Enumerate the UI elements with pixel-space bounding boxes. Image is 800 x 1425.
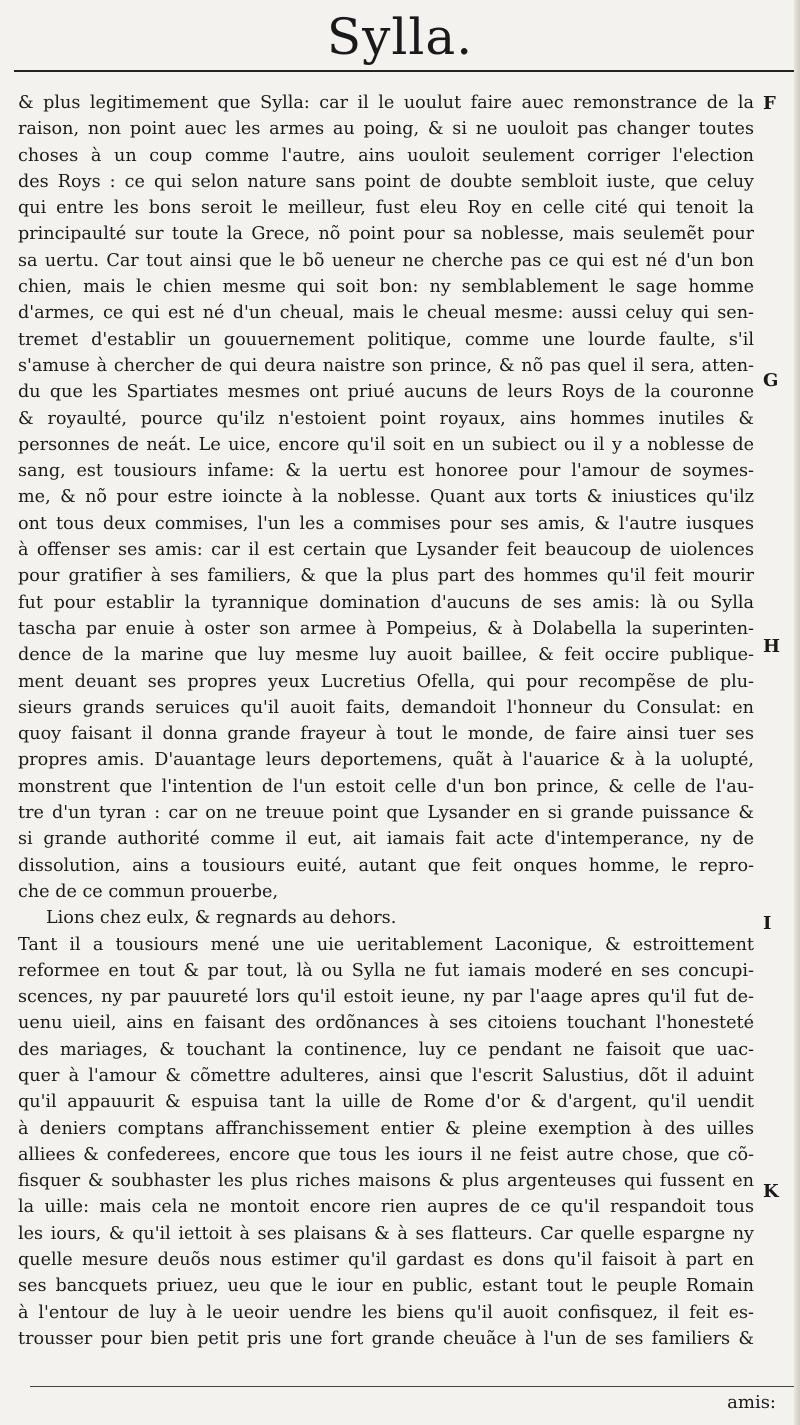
text-line: reformee en tout & par tout, là ou Sylla ne fut iamais moderé en ses concupi- [18,960,754,981]
text-line: chien, mais le chien mesme qui soit bon: ny semblablement le sage homme [18,277,754,298]
text-line: trousser pour bien petit pris une fort grande cheuãce à l'un de ses familiers & [18,1328,754,1349]
text-line: des Roys : ce qui selon nature sans point de doubte sembloit iuste, que celuy [18,171,754,192]
text-line: à l'entour de luy à le ueoir uendre les biens qu'il auoit confisquez, il feit es- [18,1302,754,1323]
margin-letter-i: I [763,913,772,934]
text-line: sa uertu. Car tout ainsi que le bõ ueneur ne cherche pas ce qui est né d'un bon [18,250,754,271]
text-line: choses à un coup comme l'autre, ains uouloit seulement corriger l'election [18,145,754,166]
text-line: des mariages, & touchant la continence, luy ce pendant ne faisoit que uac- [18,1039,754,1060]
catchword: amis: [727,1392,776,1413]
text-line: sieurs grands seruices qu'il auoit faits, demandoit l'honneur du Consulat: en [18,697,754,718]
margin-letter-f: F [763,93,776,114]
text-line: me, & nõ pour estre ioincte à la noblesse. Quant aux torts & iniustices qu'ilz [18,487,754,508]
text-line: quelle mesure deuõs nous estimer qu'il gardast es dons qu'il faisoit à part en [18,1250,754,1271]
margin-letter-g: G [763,370,779,391]
text-line: ses bancquets priuez, ueu que le iour en public, estant tout le peuple Romain [18,1276,754,1297]
header-rule [14,70,794,72]
text-line: personnes de neát. Le uice, encore qu'il soit en un subiect ou il y a noblesse de [18,434,754,455]
text-line: tremet d'establir un gouuernement politique, comme une lourde faulte, s'il [18,329,754,350]
text-line: alliees & confederees, encore que tous les iours il ne feist autre chose, que cõ- [18,1144,754,1165]
text-line: tre d'un tyran : car on ne treuue point que Lysander en si grande puissance & [18,803,754,824]
page-title: Sylla. [326,8,474,66]
proverb-line: Lions chez eulx, & regnards au dehors. [46,908,397,929]
text-line: & royaulté, pource qu'ilz n'estoient point royaux, ains hommes inutiles & [18,408,754,429]
text-line: che de ce commun prouerbe, [18,881,279,902]
text-line: sang, est tousiours infame: & la uertu est honoree pour l'amour de soymes- [18,461,754,482]
text-line: du que les Spartiates mesmes ont priué aucuns de leurs Roys de la couronne [18,382,754,403]
text-line: & plus legitimement que Sylla: car il le uoulut faire auec remonstrance de la [18,93,754,113]
text-line: s'amuse à chercher de qui deura naistre son prince, & nõ pas quel il sera, atten- [18,355,754,376]
text-line: fisquer & soubhaster les plus riches maisons & plus argenteuses qui fussent en [18,1171,754,1192]
text-line: fut pour establir la tyrannique domination d'aucuns de ses amis: là ou Sylla [18,592,754,613]
page-edge [794,0,800,1425]
text-line: qui entre les bons seroit le meilleur, fust eleu Roy en celle cité qui tenoit la [18,198,754,219]
text-line: raison, non point auec les armes au poing, & si ne uouloit pas changer toutes [18,119,754,140]
text-line: à offenser ses amis: car il est certain que Lysander feit beaucoup de uiolences [18,540,754,561]
text-line: ont tous deux commises, l'un les a commises pour ses amis, & l'autre iusques [18,513,754,534]
text-line: d'armes, ce qui est né d'un cheual, mais le cheual mesme: aussi celuy qui sen- [18,303,754,324]
text-line: la uille: mais cela ne montoit encore rien aupres de ce qu'il respandoit tous [18,1197,754,1218]
text-line: scences, ny par pauureté lors qu'il estoit ieune, ny par l'aage apres qu'il fut de- [18,987,754,1008]
text-line: qu'il appauurit & espuisa tant la uille de Rome d'or & d'argent, qu'il uendit [18,1092,754,1113]
text-line: pour gratifier à ses familiers, & que la plus part des hommes qu'il feit mourir [18,566,754,587]
text-line: monstrent que l'intention de l'un estoit celle d'un bon prince, & celle de l'au- [18,776,754,797]
body-text [18,90,754,1352]
text-line: principaulté sur toute la Grece, nõ point pour sa noblesse, mais seulemẽt pour [18,224,754,245]
footer-rule [30,1386,794,1387]
text-line: dence de la marine que luy mesme luy auoit baillee, & feit occire publique- [18,645,754,666]
text-line: ment deuant ses propres yeux Lucretius Ofella, qui pour recompẽse de plu- [18,671,754,692]
text-line: propres amis. D'auantage leurs deportemens, quãt à l'auarice & à la uolupté, [18,750,754,771]
text-line: quoy faisant il donna grande frayeur à tout le monde, de faire ainsi tuer ses [18,724,754,745]
text-line: les iours, & qu'il iettoit à ses plaisans & à ses flatteurs. Car quelle espargne ny [18,1223,754,1244]
text-line: quer à l'amour & cõmettre adulteres, ainsi que l'escrit Salustius, dõt il aduint [18,1065,754,1086]
text-line: à deniers comptans affranchissement entier & pleine exemption à des uilles [18,1118,754,1139]
margin-letter-k: K [763,1181,779,1202]
text-line: tascha par enuie à oster son armee à Pompeius, & à Dolabella la superinten- [18,618,754,639]
text-line: si grande authorité comme il eut, ait iamais fait acte d'intemperance, ny de [18,829,754,850]
text-line: dissolution, ains a tousiours euité, autant que feit onques homme, le repro- [18,855,754,876]
text-line: uenu uieil, ains en faisant des ordõnances à ses citoiens touchant l'honesteté [18,1013,754,1034]
text-line: Tant il a tousiours mené une uie ueritablement Laconique, & estroittement [18,934,754,955]
margin-letter-h: H [763,636,781,657]
